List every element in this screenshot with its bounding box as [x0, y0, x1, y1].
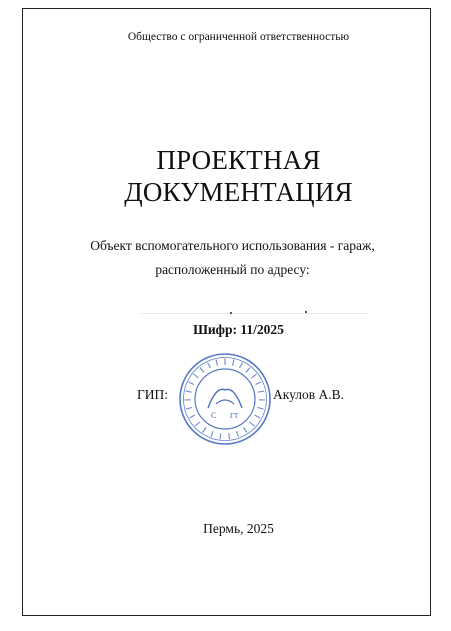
object-line-1: Объект вспомогательного использования - гараж,	[90, 238, 375, 253]
redacted-address-mark	[230, 312, 232, 314]
city-year: Пермь, 2025	[203, 521, 274, 536]
seal-monogram-right: ГТ	[230, 412, 239, 420]
seal-monogram-left: С	[211, 411, 217, 420]
title-line-2: ДОКУМЕНТАЦИЯ	[124, 177, 353, 207]
gip-name: Акулов А.В.	[273, 387, 345, 402]
redacted-address-mark	[305, 311, 307, 313]
object-description	[0, 234, 451, 282]
redacted-address	[140, 313, 368, 314]
organization-header: Общество с ограниченной ответственностью	[127, 31, 350, 43]
title-line-1: ПРОЕКТНАЯ	[156, 145, 321, 175]
document-title	[0, 144, 451, 208]
seal-stamp	[178, 352, 272, 446]
cipher-code: Шифр: 11/2025	[193, 322, 284, 337]
gip-label: ГИП:	[137, 387, 169, 402]
object-line-2: расположенный по адресу:	[155, 262, 310, 277]
